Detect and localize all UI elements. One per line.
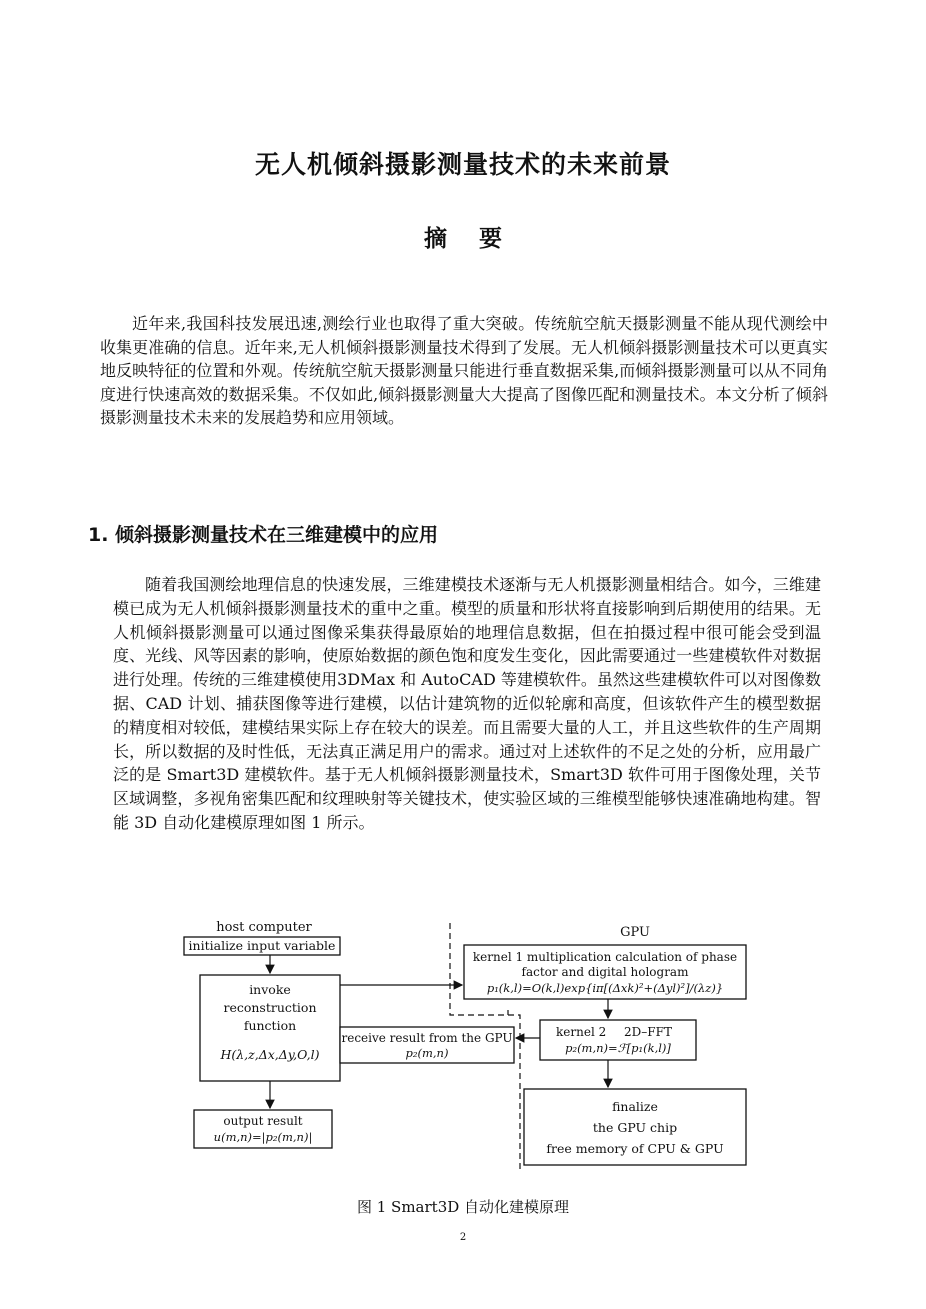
receive-line-1: receive result from the GPU — [341, 1031, 513, 1045]
host-computer-label: host computer — [216, 920, 312, 935]
output-formula: u(m,n)=|p₂(m,n)| — [213, 1130, 313, 1144]
kernel2-formula: p₂(m,n)=ℱ[p₁(k,l)] — [565, 1041, 671, 1055]
invoke-line-1: invoke — [249, 982, 291, 997]
page-number: 2 — [459, 1232, 467, 1243]
kernel1-line-1: kernel 1 multiplication calculation of phase — [472, 950, 738, 964]
kernel1-line-2: factor and digital hologram — [521, 965, 689, 979]
finalize-line-3: free memory of CPU & GPU — [546, 1141, 724, 1156]
gpu-label: GPU — [620, 925, 650, 940]
finalize-line-1: finalize — [612, 1099, 658, 1114]
kernel1-formula: p₁(k,l)=O(k,l)exp{iπ[(Δxk)²+(Δyl)²]/(λz)} — [486, 981, 724, 995]
section-paragraph: 随着我国测绘地理信息的快速发展，三维建模技术逐渐与无人机摄影测量相结合。如今，三维建模已成为无人机倾斜摄影测量技术的重中之重。模型的质量和形状将直接影响到后期使用的结果。无人机倾斜摄影测量可以通过图像采集获得最原始的地理信息数据，但在拍摄过程中很可能会受到温度、光线、风等因素的影响，使原始数据的颜色饱和度发生变化，因此需要通过一些建模软件对数据进行处理。传统的三维建模使用3DMax 和 AutoCAD 等建模软件。虽然这些建模软件可以对图像数据、CAD 计划、捕获图像等进行建模，以估计建筑物的近似轮廓和高度，但该软件产生的模型数据的精度相对较低，建模结果实际上存在较大的误差。而且需要大量的人工，并且这些软件的生产周期长，所以数据的及时性低，无法真正满足用户的需求。通过对上述软件的不足之处的分析，应用最广泛的是 Smart3D 建模软件。基于无人机倾斜摄影测量技术，Smart3D 软件可用于图像处理，关节区域调整，多视角密集匹配和纹理映射等关键技术，使实验区域的三维模型能够快速准确地构建。智能 3D 自动化建模原理如图 1 所示。 — [113, 575, 821, 832]
figure-caption: 图 1 Smart3D 自动化建模原理 — [356, 1198, 570, 1216]
invoke-line-2: reconstruction — [223, 1000, 317, 1015]
finalize-line-2: the GPU chip — [592, 1120, 678, 1135]
section-heading: 1. 倾斜摄影测量技术在三维建模中的应用 — [88, 524, 439, 546]
modeling-flow-diagram — [178, 915, 758, 1175]
kernel2-label: kernel 2 — [556, 1025, 607, 1039]
abstract-heading: 摘 要 — [423, 226, 502, 252]
output-line-1: output result — [223, 1114, 303, 1128]
kernel2-fft-label: 2D–FFT — [624, 1025, 672, 1039]
invoke-formula: H(λ,z,Δx,Δy,O,l) — [220, 1047, 320, 1062]
abstract-paragraph: 近年来,我国科技发展迅速,测绘行业也取得了重大突破。传统航空航天摄影测量不能从现代测绘中收集更准确的信息。近年来,无人机倾斜摄影测量技术得到了发展。无人机倾斜摄影测量技术可以更真实地反映特征的位置和外观。传统航空航天摄影测量只能进行垂直数据采集,而倾斜摄影测量可以从不同角度进行快速高效的数据采集。不仅如此,倾斜摄影测量大大提高了图像匹配和测量技术。本文分析了倾斜摄影测量技术未来的发展趋势和应用领域。 — [100, 314, 828, 428]
document-title: 无人机倾斜摄影测量技术的未来前景 — [254, 150, 671, 179]
init-label: initialize input variable — [188, 938, 336, 953]
invoke-line-3: function — [243, 1018, 297, 1033]
receive-formula: p₂(m,n) — [405, 1046, 449, 1060]
